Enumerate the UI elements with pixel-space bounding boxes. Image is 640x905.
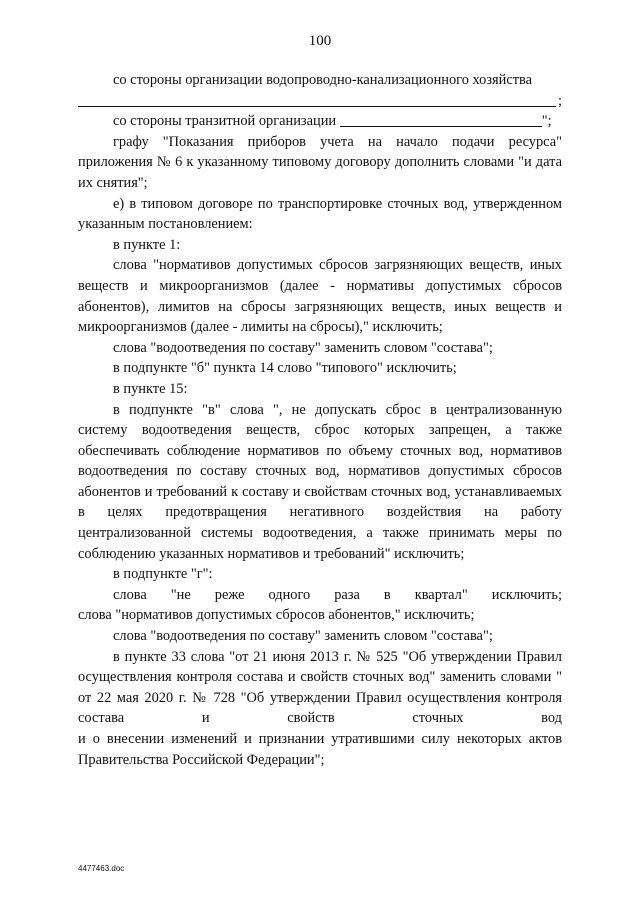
paragraph-p5: слова "водоотведения по составу" заменить словом "состава"; xyxy=(113,339,493,356)
paragraph-p3: в пункте 1: xyxy=(113,236,181,253)
transit-end: "; xyxy=(541,113,552,130)
paragraph-p10b: слова "нормативов допустимых сбросов абонентов," исключить; xyxy=(78,607,475,624)
paragraph-transit xyxy=(78,111,562,132)
paragraph-p7: в пункте 15: xyxy=(113,380,188,397)
paragraph-l1: со стороны организации водопроводно-канализационного хозяйства xyxy=(113,72,533,88)
paragraph-p6: в подпункте "б" пункта 14 слово "типового" исключить; xyxy=(113,360,457,377)
paragraph-p1: графу "Показания приборов учета на начало подачи ресурса" приложения № 6 к указанному типовому договору дополнить словами "и дата их снятия"; xyxy=(78,133,562,191)
paragraph-p9: в подпункте "г": xyxy=(113,566,213,583)
paragraph-p11: слова "водоотведения по составу" заменить словом "состава"; xyxy=(113,628,493,645)
underline-blank xyxy=(78,93,556,107)
page-number: 100 xyxy=(308,33,332,49)
paragraph-p2: е) в типовом договоре по транспортировке сточных вод, утвержденном указанным постановлением: xyxy=(78,195,562,233)
transit-label: со стороны транзитной организации xyxy=(113,113,340,130)
paragraph-p12: в пункте 33 слова "от 21 июня 2013 г. № 525 "Об утверждении Правил осуществления контроля состава и свойств сточных вод" заменить словами " от 22 мая 2020 г. № 728 "Об утверждении Правил осуществления контроля состава и свойств сточных вод xyxy=(78,648,562,727)
paragraph-p4: слова "нормативов допустимых сбросов загрязняющих веществ, иных веществ и микроорганизмов (далее - нормативы допустимых сбросов абонентов), лимитов на сбросы загрязняющих веществ, иных веществ и микроорганизмов (далее - лимиты на сбросы)," исключить; xyxy=(78,257,562,336)
paragraph-p12b: и о внесении изменений и признании утратившими силу некоторых актов Правительства Российской Федерации"; xyxy=(78,731,562,768)
document-footer-filename: 4477463.doc xyxy=(78,864,125,873)
paragraph-p8: в подпункте "в" слова ", не допускать сброс в централизованную систему водоотведения веществ, сброс которых запрещен, а также обеспечивать соблюдение нормативов по объему сточных вод, нормативов водоотведения по составу сточных вод, нормативов допустимых сбросов абонентов и требований к составу и свойствам сточных вод, устанавливаемых в целях предотвращения негативного воздействия на работу централизованной системы водоотведения, а также принимать меры по соблюдению указанных нормативов и требований" исключить; xyxy=(78,401,562,562)
blank-line-organization xyxy=(78,91,562,112)
paragraph-p10a: слова "не реже одного раза в квартал" исключить; xyxy=(113,586,562,603)
document-body xyxy=(78,70,562,770)
transit-underline-blank xyxy=(340,113,542,127)
blank-line-end: ; xyxy=(558,92,562,109)
